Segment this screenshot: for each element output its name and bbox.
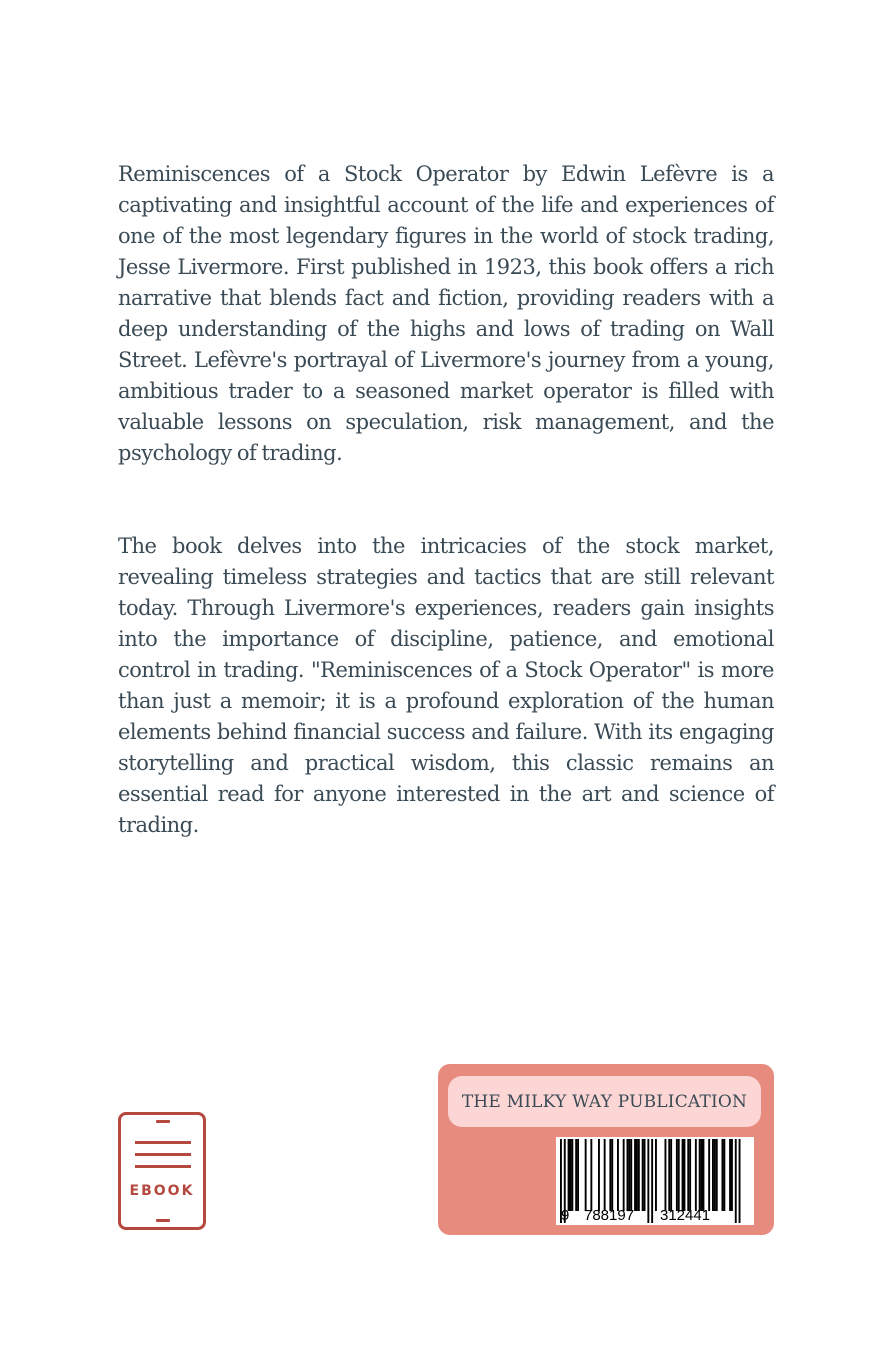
barcode-bar [647, 1139, 649, 1223]
barcode-bar [665, 1139, 667, 1211]
barcode-bar [627, 1139, 629, 1211]
ebook-reader-icon [118, 1112, 206, 1230]
barcode-bar [722, 1139, 724, 1211]
ebook-label: EBOOK [129, 1183, 195, 1199]
barcode-bar [689, 1139, 691, 1211]
barcode-bar [585, 1139, 587, 1211]
barcode-bar [703, 1139, 705, 1211]
barcode-bar [739, 1139, 741, 1223]
ebook-home-slot [156, 1219, 170, 1222]
ebook-speaker-slot [156, 1120, 170, 1123]
description-paragraph-2: The book delves into the intricacies of the stock market, revealing timeless strategies and tactics that are still relevant today. Through Livermore's experiences, readers gain insights into the importance of discipline, patience, and emotional control in trading. "Reminiscences of a Stock Operator" is more than just a memoir; it is a profound exploration of the human elements behind financial success and failure. With its engaging storytelling and practical wisdom, this classic remains an essential read for anyone interested in the art and science of trading. [118, 534, 774, 837]
barcode-bar [670, 1139, 672, 1211]
barcode-bar [630, 1139, 632, 1211]
ebook-text-line [135, 1153, 191, 1156]
barcode-left-digits: 788197 [584, 1207, 635, 1224]
barcode-first-digit: 9 [561, 1207, 570, 1224]
barcode-bar [729, 1139, 731, 1211]
barcode-bar [644, 1139, 646, 1211]
ebook-text-line [135, 1141, 191, 1144]
barcode-bar [708, 1139, 710, 1211]
barcode-bar [604, 1139, 606, 1211]
barcode-bar [682, 1139, 684, 1211]
barcode-bar [570, 1139, 572, 1211]
ebook-text-line [135, 1165, 191, 1168]
barcode-bar [699, 1139, 701, 1211]
barcode-bar [668, 1139, 670, 1211]
barcode-bar [651, 1139, 653, 1223]
barcode-bar [638, 1139, 640, 1211]
isbn-barcode [556, 1137, 754, 1225]
barcode-right-digits: 312441 [660, 1207, 711, 1224]
barcode-bar [634, 1139, 636, 1211]
barcode-bar [695, 1139, 697, 1211]
barcode-bar [678, 1139, 680, 1211]
barcode-bar [701, 1139, 703, 1211]
barcode-bar [617, 1139, 619, 1211]
barcode-bar [611, 1139, 613, 1211]
barcode-bar [575, 1139, 577, 1211]
barcode-bar [609, 1139, 611, 1211]
barcode-bar [568, 1139, 570, 1211]
barcode-bar [676, 1139, 678, 1211]
barcode-bar [723, 1139, 725, 1211]
barcode-bar [577, 1139, 579, 1211]
barcode-bar [716, 1139, 718, 1211]
publisher-name: THE MILKY WAY PUBLICATION [448, 1076, 761, 1127]
barcode-bar [714, 1139, 716, 1211]
barcode-bar [712, 1139, 714, 1211]
barcode-bar [684, 1139, 686, 1211]
barcode-bar [655, 1139, 657, 1211]
barcode-bar [636, 1139, 638, 1211]
barcode-bar [571, 1139, 573, 1211]
barcode-bar [642, 1139, 644, 1211]
barcode-bar [628, 1139, 630, 1211]
barcode-bar [731, 1139, 733, 1211]
description-paragraph-1: Reminiscences of a Stock Operator by Edwin Lefèvre is a captivating and insightful account of the life and experiences of one of the most legendary figures in the world of stock trading, Jesse Livermore. First published in 1923, this book offers a rich narrative that blends fact and fiction, providing readers with a deep understanding of the highs and lows of trading on Wall Street. Lefèvre's portrayal of Livermore's journey from a young, ambitious trader to a seasoned market operator is filled with valuable lessons on speculation, risk management, and the psychology of trading. [118, 162, 774, 465]
barcode-bar [590, 1139, 592, 1211]
barcode-bar [687, 1139, 689, 1211]
barcode-bar [735, 1139, 737, 1223]
publisher-panel [438, 1064, 774, 1235]
barcode-bar [623, 1139, 625, 1211]
barcode-bar [598, 1139, 600, 1211]
